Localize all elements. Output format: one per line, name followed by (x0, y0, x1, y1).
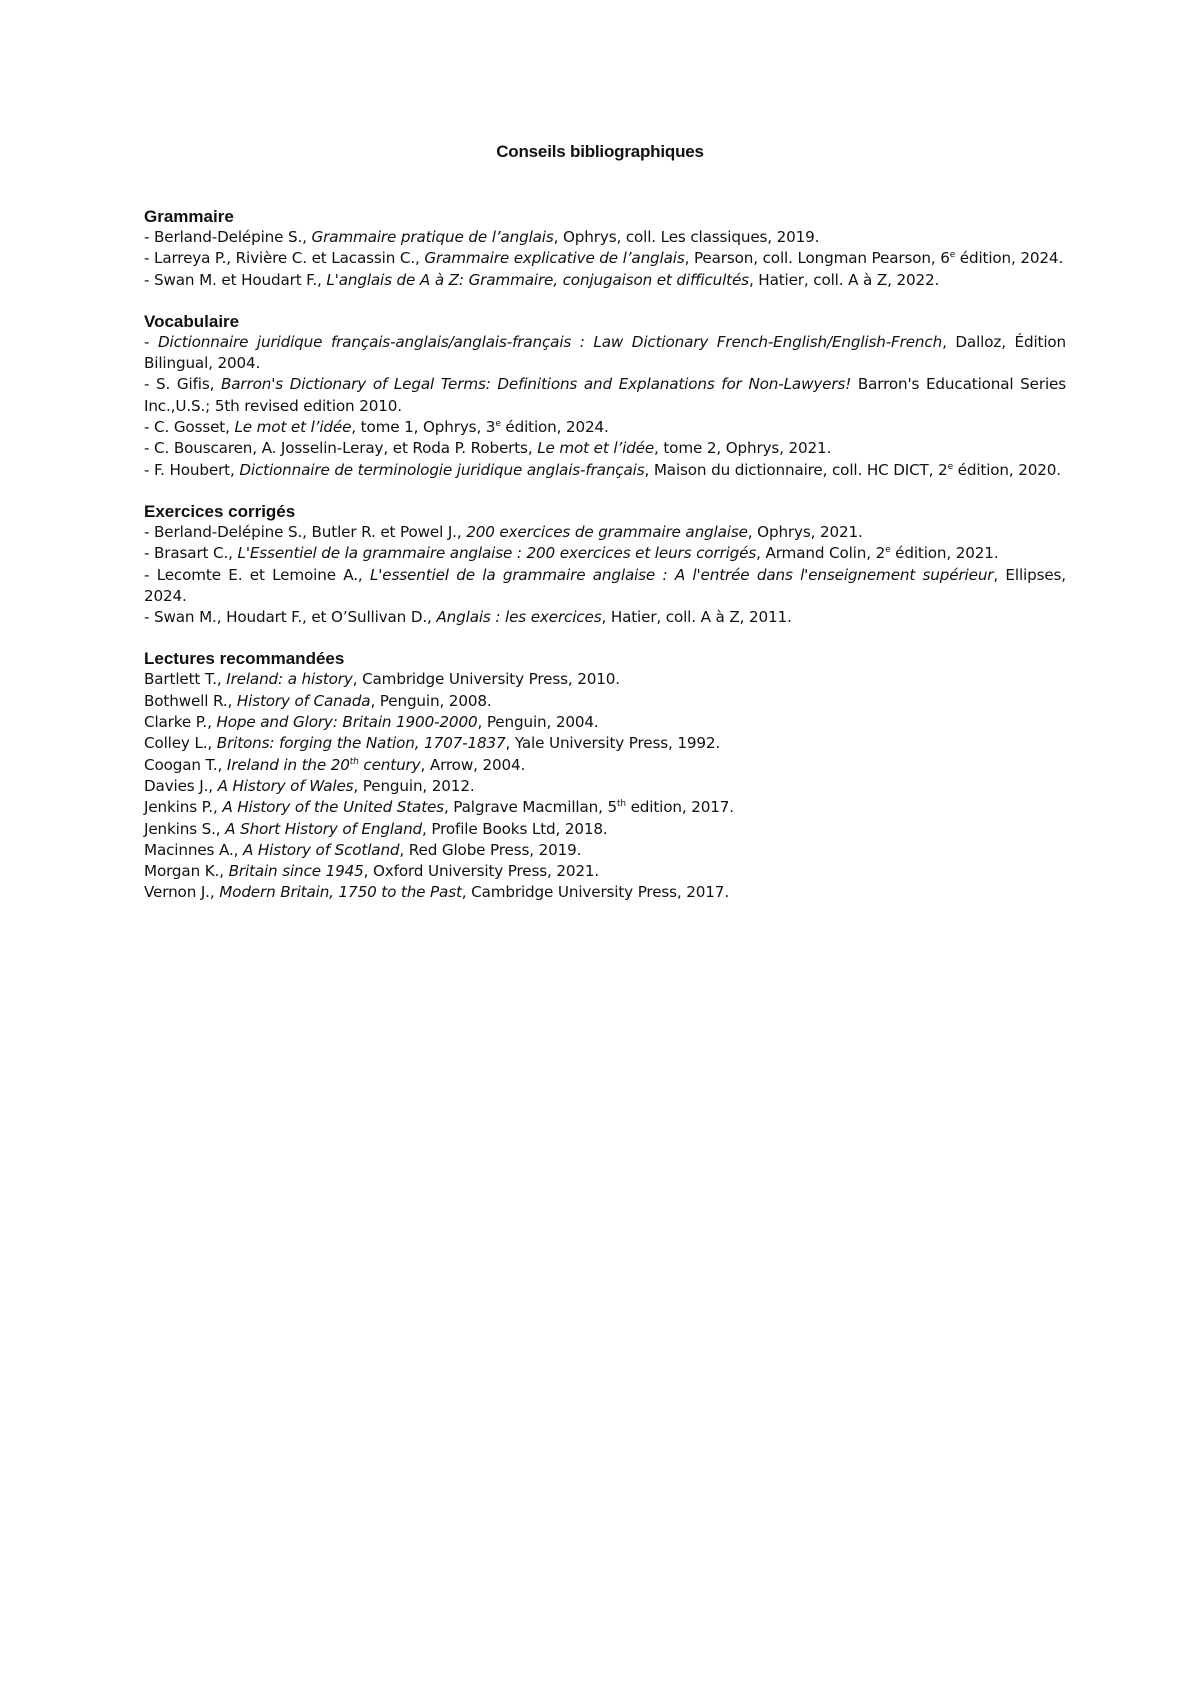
entry-author: - Brasart C., (144, 544, 238, 563)
entry-publisher: , Palgrave Macmillan, 5 (443, 798, 617, 817)
entry-title: Modern Britain, 1750 to the Past (219, 883, 462, 902)
entry-publisher: , Cambridge University Press, 2017. (461, 883, 729, 902)
entry-publisher: , Hatier, coll. A à Z, 2022. (748, 270, 940, 289)
entry-publisher: Barron's Educational Series Inc.,U.S.; 5th revised edition 2010. (144, 375, 1066, 415)
section-lectures (144, 648, 1066, 903)
entry-author: - C. Bouscaren, A. Josselin-Leray, et Roda P. Roberts, (144, 439, 538, 458)
entry-publisher: , tome 1, Ophrys, 3 (351, 418, 496, 437)
entry-publisher: , Penguin, 2004. (477, 713, 599, 732)
entry-publisher: , tome 2, Ophrys, 2021. (654, 439, 832, 458)
entry-author: Bothwell R., (144, 691, 237, 710)
entry-superscript: e (495, 419, 501, 430)
entry-title: Grammaire pratique de l’anglais (311, 228, 554, 246)
entry-title: century (358, 755, 421, 774)
entry-author: Coogan T., (144, 755, 227, 774)
entry-author: - Berland-Delépine S., Butler R. et Powel J., (144, 522, 467, 541)
entry-publisher: , Maison du dictionnaire, coll. HC DICT, 2 (644, 460, 948, 479)
entry-title: L'essentiel de la grammaire anglaise : A l'entrée dans l'enseignement supérieur (369, 565, 994, 584)
entry-title: A History of Scotland (242, 840, 400, 859)
entry-superscript: e (949, 250, 956, 261)
entry-title: Hope and Glory: Britain 1900-2000 (216, 713, 478, 732)
entry-author: Davies J., (144, 776, 218, 795)
section-heading: Exercices corrigés (144, 501, 296, 521)
bibliography-entry (144, 840, 1066, 861)
entry-publisher: , Oxford University Press, 2021. (363, 862, 600, 881)
entry-title: Dictionnaire juridique français-anglais/anglais-français : Law Dictionary French-English/English-French (157, 332, 943, 351)
entry-superscript: th (616, 799, 626, 810)
entry-title: History of Canada (236, 691, 371, 710)
section-grammaire (144, 206, 1066, 291)
entry-title: 200 exercices de grammaire anglaise (466, 522, 748, 541)
entry-author: - Lecomte E. et Lemoine A., (144, 565, 370, 584)
bibliography-entry (144, 607, 1066, 628)
entry-author: - Larreya P., Rivière C. et Lacassin C., (144, 249, 425, 268)
entry-superscript: e (947, 461, 953, 472)
entry-list (144, 227, 1066, 291)
bibliography-entry (144, 733, 1066, 754)
entry-title: Ireland: a history (226, 670, 353, 689)
entry-title: Grammaire explicative de l’anglais (424, 249, 685, 268)
entry-publisher: édition, 2024. (500, 418, 609, 437)
entry-publisher: , Armand Colin, 2 (756, 544, 886, 563)
page-title: Conseils bibliographiques (496, 142, 704, 161)
entry-author: - (144, 332, 158, 351)
bibliography-entry (144, 522, 1066, 543)
bibliography-entry (144, 882, 1066, 903)
section-heading: Vocabulaire (144, 311, 240, 331)
entry-publisher: , Ophrys, 2021. (747, 522, 863, 541)
section-vocabulaire (144, 311, 1066, 481)
entry-author: Bartlett T., (144, 670, 227, 689)
entry-title: Dictionnaire de terminologie juridique anglais-français (239, 460, 645, 479)
entry-publisher: , Dalloz, Édition Bilingual, 2004. (144, 332, 1067, 373)
entry-publisher: , Arrow, 2004. (420, 755, 526, 774)
bibliography-entry (144, 797, 1066, 818)
bibliography-entry (144, 755, 1066, 776)
entry-author: - Berland-Delépine S., (144, 228, 312, 246)
entry-author: Macinnes A., (144, 840, 243, 859)
entry-author: - F. Houbert, (144, 460, 240, 479)
entry-publisher: , Red Globe Press, 2019. (399, 840, 582, 859)
bibliography-entry (144, 248, 1066, 269)
bibliography (144, 206, 1066, 924)
entry-publisher: edition, 2017. (625, 798, 734, 817)
entry-publisher: , Ellipses, 2024. (144, 565, 1066, 605)
entry-title: Britain since 1945 (228, 862, 364, 881)
entry-title: Le mot et l’idée (234, 418, 352, 437)
entry-author: - C. Gosset, (144, 418, 235, 437)
entry-publisher: édition, 2024. (955, 249, 1064, 268)
section-exercices (144, 501, 1066, 628)
entry-publisher: , Ophrys, coll. Les classiques, 2019. (553, 228, 820, 246)
entry-title-superscript: th (349, 756, 359, 767)
entry-list (144, 332, 1066, 481)
bibliography-entry (144, 861, 1066, 882)
entry-publisher: , Pearson, coll. Longman Pearson, 6 (684, 249, 950, 268)
entry-title: Ireland in the 20 (226, 755, 350, 774)
bibliography-entry (144, 460, 1066, 481)
entry-list (144, 669, 1066, 903)
entry-author: - Swan M., Houdart F., et O’Sullivan D., (144, 608, 437, 627)
entry-publisher: , Cambridge University Press, 2010. (352, 670, 620, 689)
section-heading: Lectures recommandées (144, 649, 345, 669)
entry-publisher: , Yale University Press, 1992. (505, 734, 721, 753)
entry-author: Colley L., (144, 734, 217, 753)
entry-list (144, 522, 1066, 628)
entry-title: L'anglais de A à Z: Grammaire, conjugaison et difficultés (326, 270, 749, 289)
entry-publisher: édition, 2021. (890, 544, 999, 563)
bibliography-entry (144, 332, 1066, 375)
entry-author: Jenkins S., (144, 819, 226, 838)
entry-publisher: édition, 2020. (952, 460, 1061, 479)
entry-publisher: , Penguin, 2012. (353, 776, 475, 795)
bibliography-entry (144, 417, 1066, 438)
entry-author: - Swan M. et Houdart F., (144, 270, 327, 289)
bibliography-entry (144, 438, 1066, 459)
entry-publisher: , Hatier, coll. A à Z, 2011. (601, 608, 792, 627)
entry-title: Le mot et l’idée (537, 439, 655, 458)
entry-title: Britons: forging the Nation, 1707-1837 (216, 734, 506, 753)
entry-publisher: , Penguin, 2008. (370, 691, 492, 710)
entry-superscript: e (885, 545, 891, 556)
entry-author: Vernon J., (144, 883, 220, 902)
entry-title: L'Essentiel de la grammaire anglaise : 200 exercices et leurs corrigés (237, 544, 757, 563)
bibliography-entry (144, 712, 1066, 733)
entry-author: - S. Gifis, (144, 375, 221, 394)
entry-title: Barron's Dictionary of Legal Terms: Definitions and Explanations for Non-Lawyers! (221, 375, 852, 394)
entry-author: Clarke P., (144, 713, 217, 732)
entry-title: Anglais : les exercices (436, 608, 602, 627)
entry-author: Jenkins P., (144, 798, 223, 817)
bibliography-entry (144, 565, 1066, 608)
section-heading: Grammaire (144, 207, 234, 226)
bibliography-entry (144, 227, 1066, 248)
entry-title: A Short History of England (225, 819, 423, 838)
bibliography-entry (144, 374, 1066, 417)
entry-title: A History of Wales (217, 776, 354, 795)
bibliography-entry (144, 270, 1066, 291)
bibliography-entry (144, 669, 1066, 690)
bibliography-entry (144, 819, 1066, 840)
bibliography-entry (144, 543, 1066, 564)
entry-author: Morgan K., (144, 862, 229, 881)
bibliography-entry (144, 776, 1066, 797)
entry-title: A History of the United States (222, 798, 444, 817)
entry-publisher: , Profile Books Ltd, 2018. (422, 819, 608, 838)
bibliography-entry (144, 691, 1066, 712)
